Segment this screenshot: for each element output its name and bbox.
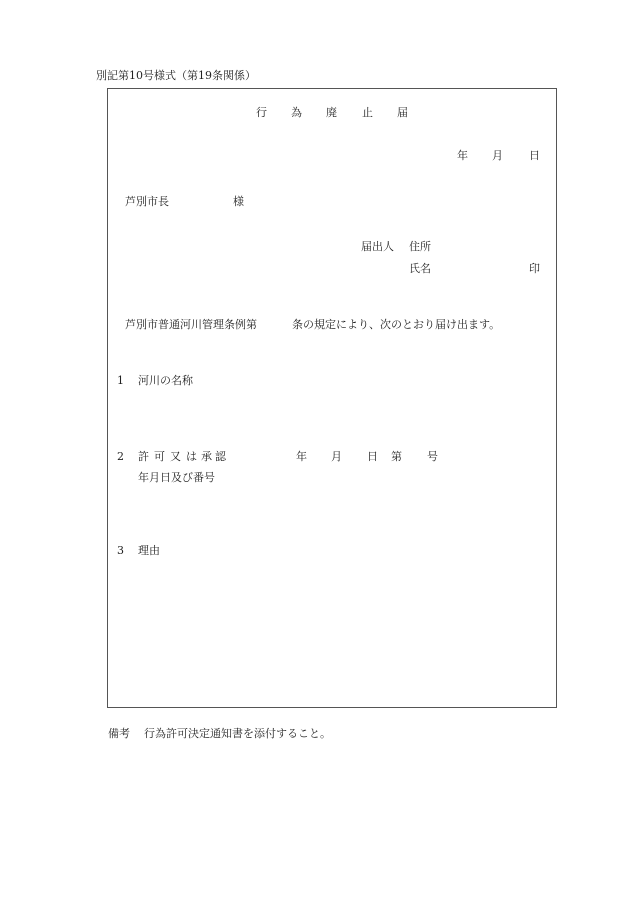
- permit-year-label: 年: [296, 450, 307, 463]
- title-char: 行: [256, 106, 267, 119]
- addressee-name: 芦別市長: [125, 195, 169, 208]
- label-char: は: [186, 450, 197, 463]
- addressee-honorific: 様: [233, 195, 244, 208]
- permit-dai-label: 第: [391, 450, 402, 463]
- item-label-reason: 理由: [138, 544, 160, 557]
- statement-part1: 芦別市普通河川管理条例第: [125, 318, 257, 331]
- statement-part2: 条の規定により、次のとおり届け出ます。: [292, 318, 501, 331]
- date-month-label: 月: [492, 149, 503, 162]
- label-char: 又: [170, 450, 181, 463]
- item-number: 2: [117, 450, 124, 463]
- address-label: 住所: [409, 240, 431, 253]
- applicant-role: 届出人: [361, 240, 394, 253]
- remarks-note: 行為許可決定通知書を添付すること。: [144, 727, 331, 740]
- title-char: 廃: [326, 106, 337, 119]
- item-label-river-name: 河川の名称: [138, 374, 193, 387]
- permit-day-label: 日: [367, 450, 378, 463]
- label-char: 認: [215, 450, 226, 463]
- name-label: 氏名: [409, 262, 431, 275]
- label-char: 許: [138, 450, 149, 463]
- label-char: 承: [201, 450, 212, 463]
- label-char: 可: [154, 450, 165, 463]
- item-label-permit-line2: 年月日及び番号: [138, 471, 215, 484]
- date-day-label: 日: [529, 149, 540, 162]
- title-char: 届: [397, 106, 408, 119]
- remarks-label: 備考: [108, 727, 130, 740]
- item-number: 3: [117, 544, 124, 557]
- form-frame: [107, 88, 557, 708]
- permit-month-label: 月: [331, 450, 342, 463]
- date-year-label: 年: [457, 149, 468, 162]
- permit-go-label: 号: [427, 450, 438, 463]
- seal-mark: 印: [529, 262, 540, 275]
- title-char: 止: [362, 106, 373, 119]
- form-number: 別記第10号様式（第19条関係）: [96, 69, 256, 82]
- item-number: 1: [117, 374, 124, 387]
- title-char: 為: [291, 106, 302, 119]
